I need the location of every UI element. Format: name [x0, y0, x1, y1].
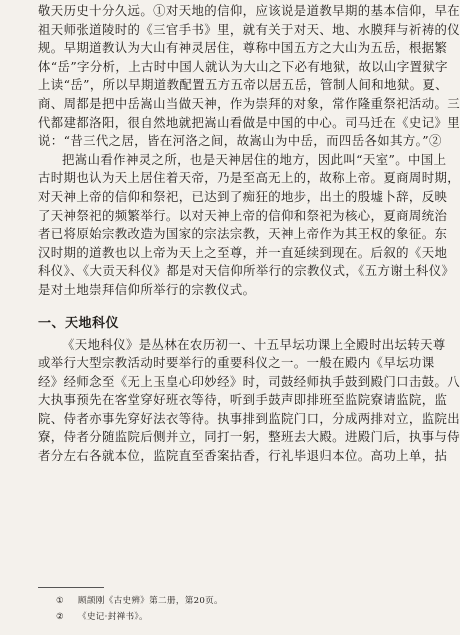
text-line: 院、侍者亦事先穿好法衣等待。执事排到监院门口，分成两排对立，监院出	[38, 410, 460, 426]
footnotes	[56, 593, 223, 625]
paragraph-1	[38, 2, 460, 151]
text-line: 了天神祭祀的频繁举行。以对天神上帝的信仰和祭祀为核心，夏商周统治	[38, 207, 448, 223]
text-line: 科仪》、《大贡天科仪》都是对天信仰所举行的宗教仪式，《五方谢土科仪》	[38, 263, 455, 279]
paragraph-2	[38, 151, 460, 300]
paragraph-3	[38, 336, 460, 466]
text-line: 代都建都洛阳，很自然地就把嵩山看做是中国的中心。司马迁在《史记》里	[38, 114, 460, 130]
text-line: 或举行大型宗教活动时要举行的重要科仪之一。一般在殿内《早坛功课	[38, 355, 435, 371]
text-line: 上读“岳”，所以早期道教配置五方五帝以居五岳，管制人间和地狱。夏、	[38, 77, 448, 93]
text-line: 者分左右各就本位，监院直至香案拈香，行礼毕退归本位。高功上单，拈	[38, 448, 448, 464]
text-line: 敬天历史十分久远。①对天地的信仰，应该说是道教早期的基本信仰，早在	[38, 3, 460, 18]
text-line: 商、周都是把中岳嵩山当做天神，作为崇拜的对象，常作隆重祭祀活动。三	[38, 95, 460, 111]
footnote	[56, 593, 223, 609]
footnote-text: 顾颉刚《古史辨》第二册，第20页。	[78, 596, 223, 606]
text-line: 规。早期道教认为大山有神灵居住，尊称中国五方之大山为五岳，根据繁	[38, 40, 448, 56]
footnote-divider	[38, 587, 104, 588]
text-line: 祖天师张道陵时的《三官手书》里，就有关于对天、地、水膜拜与祈祷的仪	[38, 21, 460, 37]
text-line: 说：“昔三代之居，皆在河洛之间，故嵩山为中岳，而四岳各如其方。”②	[38, 133, 442, 149]
section-heading: 一、天地科仪	[38, 315, 120, 331]
text-line: 者已将原始宗教改造为国家的宗法宗教，天神上帝作为其王权的象征。东	[38, 226, 448, 242]
text-line: 寮，侍者分随监院后侧并立，同打一躬，整班去大殿。进殿门后，执事与侍	[38, 429, 460, 445]
text-line: 《天地科仪》是丛林在农历初一、十五早坛功课上全殿时出坛转天尊	[62, 336, 446, 352]
text-line: 汉时期的道教也以上帝为天上之至尊，并一直延续到现在。后叙的《天地	[38, 244, 448, 260]
footnote-text: 《史记·封禅书》。	[78, 612, 148, 622]
text-line: 把嵩山看作神灵之所，也是天神居住的地方，因此叫“天室”。中国上	[62, 151, 447, 167]
footnote	[56, 609, 223, 625]
text-line: 经》经师念至《无上玉皇心印妙经》时，司鼓经师执手鼓到殿门口击鼓。八	[38, 373, 460, 389]
text-line: 是对土地崇拜信仰所举行的宗教仪式。	[38, 281, 256, 297]
text-line: 古时期也认为天上居住着天帝，乃是至高无上的，故称上帝。夏商周时期，	[38, 170, 460, 186]
text-line: 对天神上帝的信仰和祭祀，已达到了痴狂的地步，出土的殷墟卜辞，反映	[38, 188, 448, 204]
text-line: 大执事预先在客堂穿好班衣等待，听到手鼓声即排班至监院寮请监院，监	[38, 392, 448, 408]
book-page	[38, 2, 460, 466]
footnote-marker: ①	[56, 596, 65, 606]
footnote-marker: ②	[56, 612, 65, 622]
text-line: 体“岳”字分析，上古时中国人就认为大山之下必有地狱，故以山字置狱字	[38, 58, 448, 74]
